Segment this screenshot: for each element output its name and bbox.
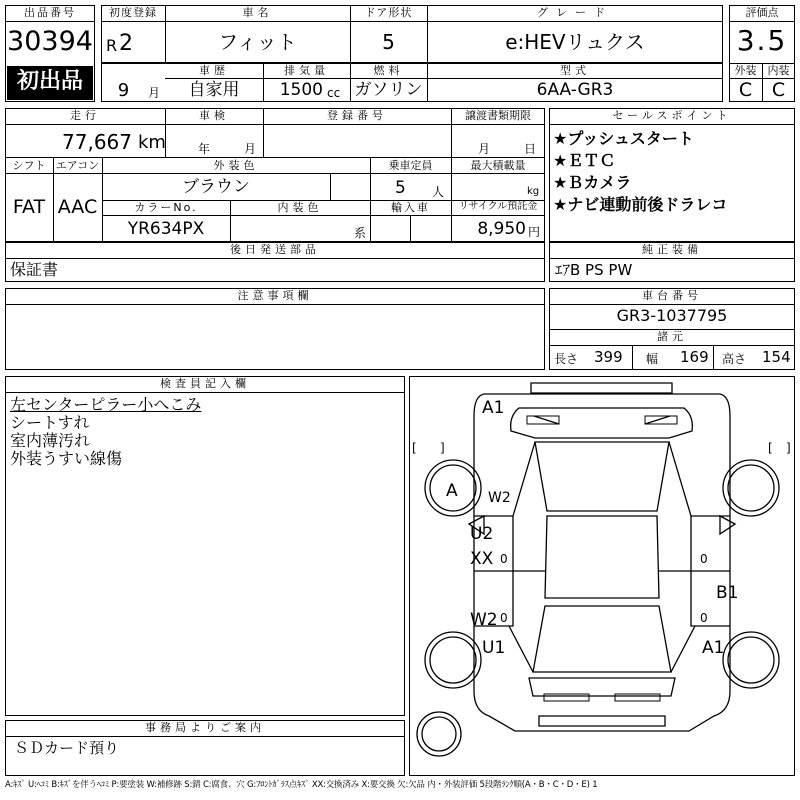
- mileage-unit: km: [138, 132, 166, 153]
- bracket-mark: ]: [786, 441, 791, 455]
- color-number-label: カラーNo.: [134, 201, 198, 214]
- shift: FAT: [12, 196, 46, 218]
- sales-point-item: ★Ｂカメラ: [553, 173, 632, 192]
- chassis-label: 車台番号: [642, 289, 702, 302]
- registration-number-label: 登録番号: [327, 109, 387, 122]
- doors: 5: [382, 30, 395, 54]
- grade-label: グレード: [537, 6, 613, 19]
- damage-mark: A1: [702, 638, 725, 658]
- office-label: 事務局よりご案内: [145, 721, 265, 734]
- fuel-label: 燃料: [373, 64, 404, 77]
- notes-label: 注意事項欄: [237, 289, 313, 302]
- damage-mark: B1: [716, 583, 739, 603]
- damage-mark: W2: [470, 610, 498, 630]
- history: 自家用: [188, 80, 240, 100]
- inspection-month-unit: 月: [244, 142, 257, 156]
- displacement-label: 排気量: [284, 64, 329, 77]
- transfer-deadline-label: 譲渡書類期限: [465, 109, 531, 122]
- sales-points-label: セールスポイント: [612, 109, 732, 122]
- seats: 5: [395, 178, 406, 198]
- length: 399: [594, 348, 623, 366]
- transfer-month-unit: 月: [478, 142, 491, 156]
- equipment-label: 純正装備: [642, 243, 702, 256]
- mileage-label: 走行: [70, 109, 100, 122]
- lot-number: 30394: [7, 26, 93, 57]
- legend: A:ｷｽﾞ U:ﾍｺﾐ B:ｷｽﾞを伴うﾍｺﾐ P:要塗装 W:補修跡 S:錆 C:腐食、穴 G:ﾌﾛﾝﾄｶﾞﾗｽ点ｷｽﾞ XX:交換済み X:要交換 欠:欠品 内・外装評価 5段階ﾗﾝｸ順(A・B・C・D・E) 1: [5, 780, 598, 790]
- inspector-label: 検査員記入欄: [160, 377, 250, 390]
- exterior-color: ブラウン: [182, 177, 250, 197]
- model-label: 型式: [560, 64, 590, 77]
- exterior-score-label: 外装: [734, 64, 757, 77]
- seats-unit: 人: [432, 185, 445, 199]
- displacement-unit: cc: [327, 86, 341, 100]
- damage-mark: W2: [488, 490, 511, 506]
- bracket-mark: ]: [440, 441, 445, 455]
- interior-score: C: [771, 79, 786, 101]
- seats-label: 乗車定員: [388, 159, 433, 172]
- dimensions-label: 諸元: [657, 330, 687, 343]
- transfer-day-unit: 日: [524, 142, 537, 156]
- later-parts-label: 後日発送部品: [230, 243, 320, 256]
- registration-label: 初度登録: [109, 6, 157, 19]
- registration-month: 9: [117, 80, 130, 101]
- max-load-label: 最大積載量: [470, 159, 526, 172]
- width: 169: [680, 348, 709, 366]
- score-label: 評価点: [745, 6, 779, 19]
- fuel: ガソリン: [354, 80, 423, 100]
- car-name: フィット: [218, 30, 297, 54]
- displacement: 1500: [279, 80, 323, 100]
- shift-label: シフト: [12, 159, 46, 172]
- history-label: 車歴: [199, 64, 229, 77]
- zero-mark: 0: [700, 611, 708, 625]
- damage-mark: A1: [482, 398, 505, 418]
- office-note: ＳＤカード預り: [14, 739, 120, 757]
- damage-mark: U1: [482, 638, 506, 658]
- color-number: YR634PX: [127, 219, 205, 239]
- chassis-number: GR3-1037795: [616, 306, 728, 325]
- mileage: 77,667: [62, 130, 132, 154]
- width-label: 幅: [646, 352, 659, 366]
- ac: AAC: [57, 196, 98, 218]
- inspector-line: 外装うすい線傷: [10, 449, 123, 468]
- import-label: 輸入車: [391, 201, 430, 214]
- door-label: ドア形状: [364, 6, 413, 19]
- damage-mark: U2: [470, 524, 494, 544]
- zero-mark: 0: [500, 611, 508, 625]
- damage-mark: A: [446, 481, 458, 501]
- exterior-score: C: [738, 79, 753, 101]
- car-body-diagram: [409, 376, 795, 776]
- exterior-color-label: 外装色: [213, 159, 259, 172]
- height: 154: [762, 348, 791, 366]
- inspection-year-unit: 年: [198, 142, 211, 156]
- zero-mark: 0: [700, 552, 708, 566]
- registration-era: R: [106, 36, 118, 55]
- inspector-line: 室内薄汚れ: [10, 431, 91, 450]
- recycle-label: リサイクル預託金: [458, 201, 538, 212]
- lot-number-label: 出品番号: [24, 6, 76, 19]
- interior-color-unit: 系: [354, 226, 367, 240]
- bracket-mark: [: [768, 441, 773, 455]
- inspection-label: 車検: [199, 109, 229, 122]
- bracket-mark: [: [412, 441, 417, 455]
- max-load-unit: kg: [527, 186, 540, 197]
- length-label: 長さ: [554, 352, 579, 366]
- equipment: ｴｱB PS PW: [555, 261, 633, 279]
- first-listing-label: 初出品: [16, 69, 83, 94]
- inspector-line: シートすれ: [10, 413, 90, 432]
- zero-mark: 0: [500, 552, 508, 566]
- registration-month-unit: 月: [148, 86, 161, 100]
- interior-score-label: 内装: [767, 64, 790, 77]
- interior-color-label: 内装色: [277, 201, 323, 214]
- model: 6AA-GR3: [536, 80, 614, 100]
- sales-point-item: ★ＥＴＣ: [553, 151, 616, 170]
- height-label: 高さ: [722, 352, 747, 366]
- car-name-label: 車名: [242, 6, 273, 19]
- recycle-fee: 8,950: [477, 219, 526, 239]
- recycle-fee-unit: 円: [528, 225, 541, 239]
- inspector-line: 左センターピラー小へこみ: [10, 395, 202, 414]
- score-value: 3.5: [736, 24, 788, 57]
- ac-label: エアコン: [55, 159, 100, 172]
- later-parts: 保証書: [10, 260, 59, 279]
- sales-point-item: ★プッシュスタート: [553, 129, 694, 148]
- registration-year: 2: [119, 31, 133, 56]
- grade: e:HEVリュクス: [505, 30, 645, 54]
- damage-mark: XX: [470, 549, 494, 569]
- sales-point-item: ★ナビ連動前後ドラレコ: [553, 195, 728, 214]
